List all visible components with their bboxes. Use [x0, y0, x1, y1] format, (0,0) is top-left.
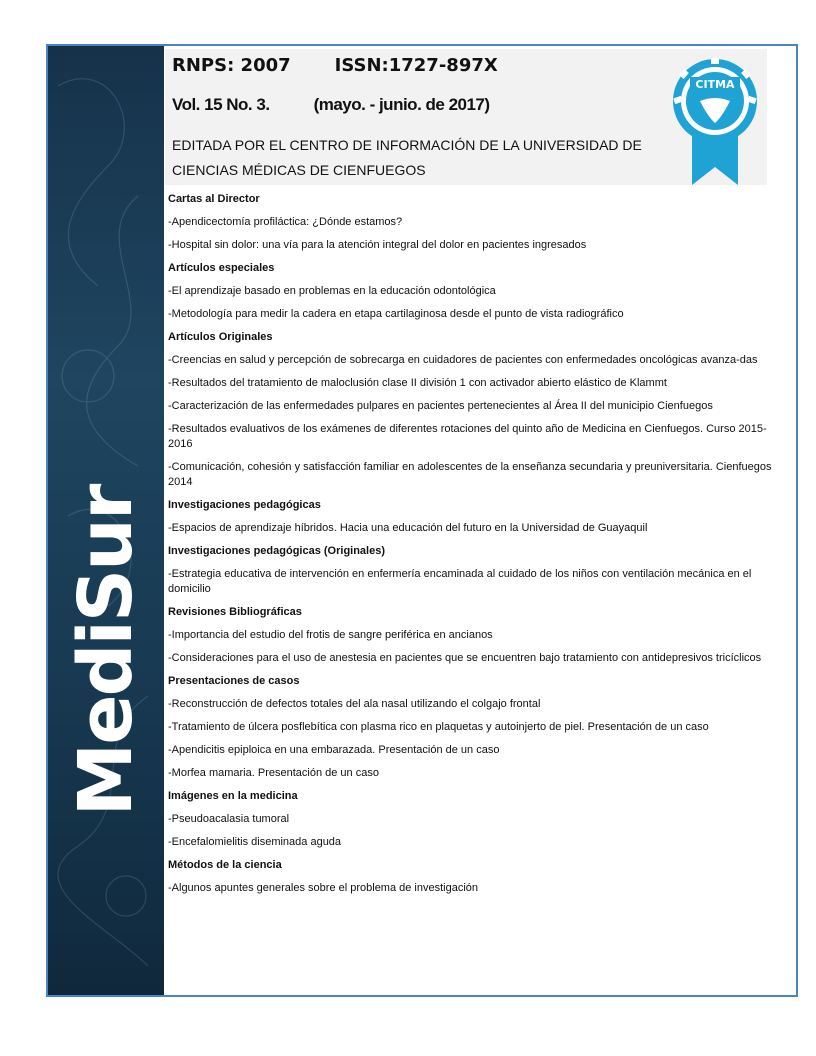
masthead: [165, 49, 767, 185]
rnps-number: RNPS: 2007: [172, 55, 291, 76]
volume-number: Vol. 15 No. 3.: [172, 95, 270, 114]
article-link[interactable]: -Apendicectomía profiláctica: ¿Dónde estamos?: [168, 216, 403, 228]
article-link[interactable]: -Creencias en salud y percepción de sobrecarga en cuidadores de pacientes con enfermedades oncológicas avanza-das: [168, 354, 758, 366]
table-of-contents: [168, 190, 794, 904]
section-heading: Imágenes en la medicina: [168, 790, 298, 802]
publisher-line-1: EDITADA POR EL CENTRO DE INFORMACIÓN DE LA UNIVERSIDAD DE: [172, 137, 642, 153]
article-link[interactable]: -Espacios de aprendizaje híbridos. Hacia una educación del futuro en la Universidad de Guayaquil: [168, 522, 648, 534]
article-link[interactable]: -Consideraciones para el uso de anestesia en pacientes que se encuentren bajo tratamiento con antidepresivos tricíclicos: [168, 652, 762, 664]
badge-label: CITMA: [695, 78, 735, 91]
article-link[interactable]: -Reconstrucción de defectos totales del ala nasal utilizando el colgajo frontal: [168, 698, 541, 710]
section-heading: Presentaciones de casos: [168, 675, 300, 687]
article-link[interactable]: -Caracterización de las enfermedades pulpares en pacientes pertenecientes al Área II del municipio Cienfuegos: [168, 400, 713, 412]
article-link[interactable]: -Apendicitis epiploica en una embarazada. Presentación de un caso: [168, 744, 500, 756]
issn-number: ISSN:1727-897X: [334, 55, 498, 76]
article-link[interactable]: -Comunicación, cohesión y satisfacción familiar en adolescentes de la enseñanza secundaria y preuniversitaria. Cienfuegos 2014: [168, 461, 772, 488]
registration-line: [172, 55, 498, 76]
publisher-line-2: CIENCIAS MÉDICAS DE CIENFUEGOS: [172, 162, 426, 178]
issue-line: [172, 95, 490, 115]
article-link[interactable]: -Metodología para medir la cadera en etapa cartilaginosa desde el punto de vista radiográfico: [168, 308, 624, 320]
section-heading: Investigaciones pedagógicas (Originales): [168, 545, 386, 557]
section-heading: Artículos Originales: [168, 331, 273, 343]
issue-dates: (mayo. - junio. de 2017): [313, 95, 490, 114]
article-link[interactable]: -Resultados evaluativos de los exámenes de diferentes rotaciones del quinto año de Medicina en Cienfuegos. Curso 2015- 2016: [168, 423, 767, 450]
article-link[interactable]: -Hospital sin dolor: una vía para la atención integral del dolor en pacientes ingresados: [168, 239, 587, 251]
sidebar: [48, 46, 164, 995]
article-link[interactable]: -El aprendizaje basado en problemas en la educación odontológica: [168, 285, 496, 297]
publisher-statement: [172, 133, 672, 183]
section-heading: Artículos especiales: [168, 262, 275, 274]
section-heading: Métodos de la ciencia: [168, 859, 282, 871]
section-heading: Cartas al Director: [168, 193, 260, 205]
medisur-logo: MediSur: [63, 485, 149, 817]
citma-badge-icon: [670, 57, 760, 185]
article-link[interactable]: -Morfea mamaria. Presentación de un caso: [168, 767, 379, 779]
section-heading: Revisiones Bibliográficas: [168, 606, 302, 618]
article-link[interactable]: -Algunos apuntes generales sobre el problema de investigación: [168, 882, 479, 894]
article-link[interactable]: -Pseudoacalasia tumoral: [168, 813, 290, 825]
article-link[interactable]: -Tratamiento de úlcera posflebítica con plasma rico en plaquetas y autoinjerto de piel. Presentación de un caso: [168, 721, 709, 733]
article-link[interactable]: -Resultados del tratamiento de maloclusión clase II división 1 con activador abierto elástico de Klammt: [168, 377, 667, 389]
article-link[interactable]: -Encefalomielitis diseminada aguda: [168, 836, 342, 848]
article-link[interactable]: -Importancia del estudio del frotis de sangre periférica en ancianos: [168, 629, 493, 641]
section-heading: Investigaciones pedagógicas: [168, 499, 321, 511]
article-link[interactable]: -Estrategia educativa de intervención en enfermería encaminada al cuidado de los niños con ventilación mecánica en el domicilio: [168, 568, 752, 595]
